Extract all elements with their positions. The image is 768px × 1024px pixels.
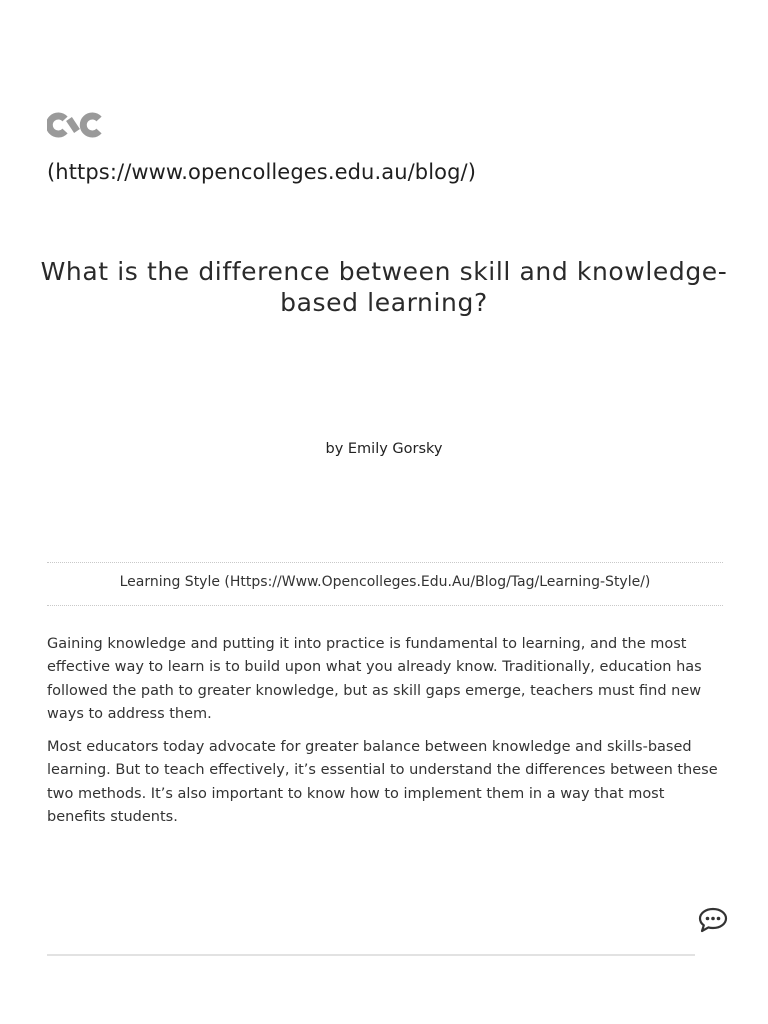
article-byline: by Emily Gorsky — [325, 441, 443, 457]
opencolleges-logo-icon[interactable] — [47, 109, 103, 141]
article-body — [47, 633, 727, 839]
tag-divider-top — [47, 562, 723, 563]
blog-home-link[interactable]: (https://www.opencolleges.edu.au/blog/) — [47, 160, 476, 184]
tag-divider-bottom — [47, 605, 723, 606]
article-paragraph-1: Gaining knowledge and putting it into practice is fundamental to learning, and the most effective way to learn is to build upon what you already know. Traditionally, education has followed the path to greater knowledge, but as skill gaps emerge, teachers must find new ways to address them. — [47, 636, 702, 722]
comment-bubble-icon[interactable] — [698, 907, 728, 933]
article-title: What is the difference between skill and knowledge-based learning? — [40, 257, 728, 317]
article-paragraph-2: Most educators today advocate for greater balance between knowledge and skills-based learning. But to teach effectively, it’s essential to understand the differences between these two methods. It’s also important to know how to implement them in a way that most benefits students. — [47, 739, 718, 826]
footer-divider — [47, 954, 695, 956]
learning-style-tag-link[interactable]: Learning Style (Https://Www.Opencolleges.Edu.Au/Blog/Tag/Learning-Style/) — [119, 574, 651, 590]
